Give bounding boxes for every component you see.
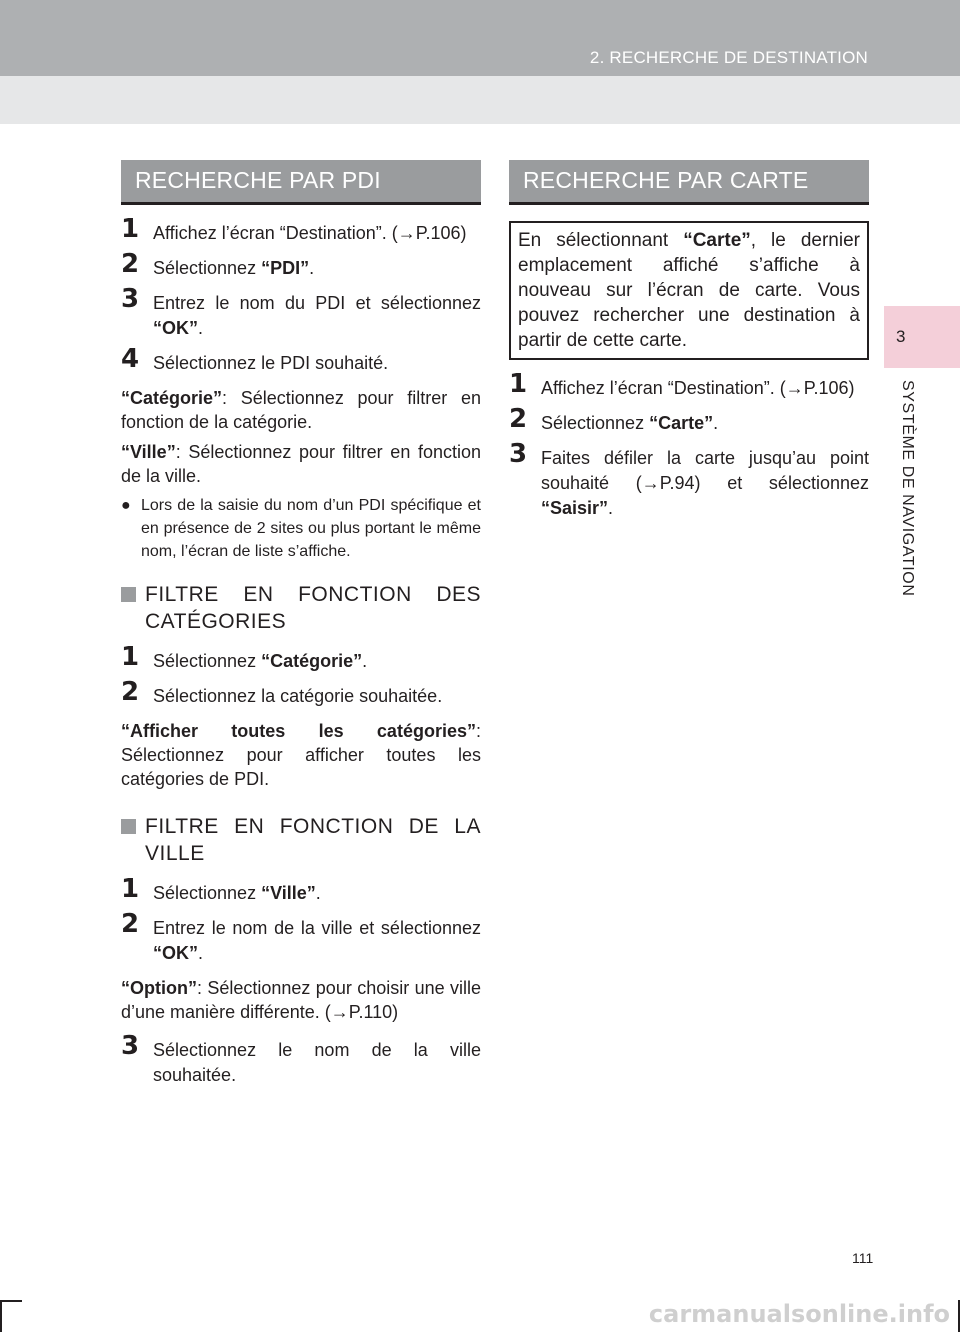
section-title: RECHERCHE PAR PDI xyxy=(135,167,381,193)
note-text: : Sélectionnez pour choisir une ville d’une manière différente. (→P.110) xyxy=(121,978,481,1022)
step-text-end: . xyxy=(362,651,368,671)
step-item xyxy=(509,439,869,521)
info-box xyxy=(509,221,869,360)
step-item xyxy=(121,642,481,674)
chapter-side-label: SYSTÈME DE NAVIGATION xyxy=(899,380,916,597)
step-button-label: “Carte” xyxy=(649,413,714,433)
bullet-icon: ● xyxy=(121,497,131,514)
watermark: carmanualsonline.info xyxy=(648,1300,950,1328)
step-text: Affichez l’écran “Destination”. (→P.106) xyxy=(153,223,467,243)
step-number: 2 xyxy=(121,677,140,707)
step-number: 3 xyxy=(121,284,140,314)
note-text: : Sélectionnez pour filtrer en fonction de la ville. xyxy=(121,442,481,486)
chapter-number: 3 xyxy=(896,327,906,346)
subsection-heading xyxy=(121,581,481,635)
note-text: : Sélectionnez pour afficher toutes les catégories de PDI. xyxy=(121,721,481,789)
step-item xyxy=(121,909,481,966)
step-item xyxy=(509,369,869,401)
note-term: “Ville” xyxy=(121,442,176,462)
subsection-title: FILTRE EN FONCTION DE LA VILLE xyxy=(145,815,481,865)
step-text: Sélectionnez xyxy=(153,883,262,903)
step-number: 2 xyxy=(121,249,140,279)
step-text: Faites défiler la carte jusqu’au point souhaité (→P.94) et sélectionnez xyxy=(541,448,869,493)
step-text: Sélectionnez la catégorie souhaitée. xyxy=(153,686,443,706)
step-item xyxy=(121,284,481,341)
step-item xyxy=(121,677,481,709)
note-paragraph xyxy=(121,386,481,434)
info-text-end: , le dernier emplacement affiché s’affiche à nouveau sur l’écran de carte. Vous pouvez rechercher une destination à partir de cette carte. xyxy=(518,230,860,351)
step-number: 1 xyxy=(121,214,140,244)
step-button-label: “Catégorie” xyxy=(261,651,363,671)
step-text-end: . xyxy=(198,318,204,338)
step-item xyxy=(121,214,481,246)
square-bullet-icon xyxy=(121,819,136,834)
note-paragraph xyxy=(121,976,481,1024)
step-text-end: . xyxy=(608,498,614,518)
step-text: Affichez l’écran “Destination”. (→P.106) xyxy=(541,378,855,398)
step-item xyxy=(509,404,869,436)
info-text: En sélectionnant xyxy=(518,230,684,251)
step-text-end: . xyxy=(713,413,719,433)
note-term: “Option” xyxy=(121,978,197,998)
subsection-heading xyxy=(121,813,481,867)
bullet-note xyxy=(121,494,481,563)
step-button-label: “OK” xyxy=(153,318,198,338)
step-text: Sélectionnez xyxy=(153,258,262,278)
step-text: Sélectionnez xyxy=(153,651,262,671)
step-item xyxy=(121,874,481,906)
step-text: Entrez le nom de la ville et sélectionnez xyxy=(153,918,481,938)
step-button-label: “Saisir” xyxy=(541,498,609,518)
step-text: Sélectionnez le nom de la ville souhaitée. xyxy=(153,1040,481,1085)
note-paragraph xyxy=(121,719,481,791)
right-column xyxy=(509,160,869,531)
step-button-label: “OK” xyxy=(153,943,198,963)
note-paragraph xyxy=(121,440,481,488)
step-number: 1 xyxy=(121,874,140,904)
step-number: 2 xyxy=(509,404,528,434)
left-column xyxy=(121,160,481,1098)
subsection-title: FILTRE EN FONCTION DES CATÉGORIES xyxy=(145,583,481,633)
note-text: : Sélectionnez pour filtrer en fonction de la catégorie. xyxy=(121,388,481,432)
section-header-carte xyxy=(509,160,869,205)
section-header-pdi xyxy=(121,160,481,205)
step-button-label: “Ville” xyxy=(261,883,316,903)
page-number: 111 xyxy=(852,1250,874,1266)
step-item xyxy=(121,344,481,376)
step-number: 4 xyxy=(121,344,140,374)
info-term: “Carte” xyxy=(683,230,751,251)
step-text-end: . xyxy=(315,883,321,903)
step-text: Entrez le nom du PDI et sélectionnez xyxy=(153,293,481,313)
chapter-title: 2. RECHERCHE DE DESTINATION xyxy=(589,48,868,67)
crop-mark xyxy=(0,1300,22,1302)
step-number: 1 xyxy=(509,369,528,399)
square-bullet-icon xyxy=(121,587,136,602)
header-band xyxy=(0,76,960,124)
step-button-label: “PDI” xyxy=(261,258,310,278)
bullet-text: Lors de la saisie du nom d’un PDI spécifique et en présence de 2 sites ou plus portant le même nom, l’écran de liste s’affiche. xyxy=(141,497,481,560)
note-term: “Catégorie” xyxy=(121,388,223,408)
step-number: 1 xyxy=(121,642,140,672)
step-text: Sélectionnez le PDI souhaité. xyxy=(153,353,389,373)
step-text-end: . xyxy=(309,258,315,278)
chapter-tab xyxy=(884,306,960,368)
section-title: RECHERCHE PAR CARTE xyxy=(523,167,809,193)
step-number: 3 xyxy=(121,1031,140,1061)
step-number: 3 xyxy=(509,439,528,469)
step-text: Sélectionnez xyxy=(541,413,650,433)
step-item xyxy=(121,1031,481,1088)
note-term: “Afficher toutes les catégories” xyxy=(121,721,476,741)
step-text-end: . xyxy=(198,943,204,963)
crop-mark xyxy=(0,1300,2,1332)
step-item xyxy=(121,249,481,281)
step-number: 2 xyxy=(121,909,140,939)
